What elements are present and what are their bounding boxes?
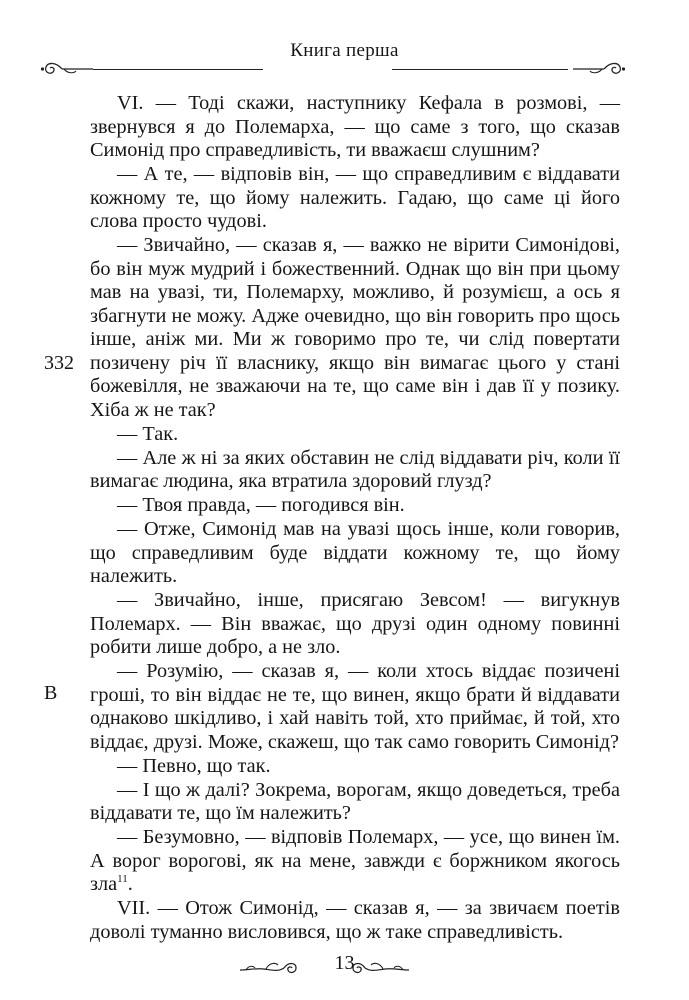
paragraph: — Отже, Симонід мав на увазі щось інше, коли говорив, що справедливим буде віддати кожному те, що йому належить.: [90, 518, 620, 587]
paragraph: — Звичайно, інше, присягаю Зевсом! — вигукнув Полемарх. — Він вважає, що друзі один одному повинні робити лише добро, а не зло.: [90, 589, 620, 658]
paragraph: — Певно, що так.: [117, 754, 271, 777]
footnote-marker: 11: [117, 873, 128, 886]
right-scroll-ornament-icon: [571, 58, 626, 80]
chapter-title: Книга перша: [290, 40, 399, 61]
paragraph-text: — Безумовно, — відповів Полемарх, — усе, що винен їм. А ворог ворогові, як на мене, завжди є боржником якогось зла: [90, 826, 620, 895]
paragraph-with-footnote: — Безумовно, — відповів Полемарх, — усе, що винен їм. А ворог ворогові, як на мене, завжди є боржником якогось зла$^{11}$.: [90, 826, 620, 895]
paragraph: — Розумію, — сказав я, — коли хтось віддає позичені гроші, то він віддає не те, що винен, якщо брати й віддавати однаково шкідливо, і хай навіть той, хто приймає, й той, хто віддає, друзі. Може, скажеш, що так само говорить Симонід?: [90, 660, 620, 753]
header-rule-right: [392, 69, 568, 70]
paragraph: — Звичайно, — сказав я, — важко не вірити Симонідові, бо він муж мудрий і божественний. Однак що він при цьому мав на увазі, ти, Полемарху, можливо, й розумієш, а ось я збагнути не можу. Адже очевидно, що він говорить про щось інше, аніж ми. Ми ж говоримо про те, чи слід повертати позичену річ її власнику, якщо він вимагає цього у стані божевілля, не зважаючи на те, що саме він і дав її у позику. Хіба ж не так?: [90, 234, 620, 421]
running-header: [0, 40, 689, 80]
paragraph: — Твоя правда, — погодився він.: [117, 494, 405, 516]
paragraph: — Так.: [117, 422, 179, 445]
paragraph: VII. — Отож Симонід, — сказав я, — за звичаєм поетів доволі туманно висловився, що ж таке справедливість.: [90, 897, 620, 943]
paragraph: — А те, — відповів він, — що справедливим є віддавати кожному те, що йому належить. Гадаю, що саме ці його слова просто чудові.: [90, 163, 620, 232]
paragraph: — Але ж ні за яких обставин не слід віддавати річ, коли її вимагає людина, яка втратила здоровий глузд?: [90, 446, 620, 492]
main-text: [90, 92, 620, 944]
page-number: 13: [334, 952, 355, 974]
stephanus-section-marker: B: [44, 682, 58, 704]
paragraph: VI. — Тоді скажи, наступнику Кефала в розмові, — звернувся я до Полемарха, — що саме з того, що сказав Симонід про справедливість, ти вважаєш слушним?: [90, 92, 620, 161]
page-footer: [0, 950, 689, 984]
paragraph: — І що ж далі? Зокрема, ворогам, якщо доведеться, треба віддавати те, що їм належить?: [90, 778, 620, 824]
right-footer-ornament-icon: [349, 954, 411, 978]
header-rule-left: [93, 69, 263, 70]
stephanus-page-marker: 332: [44, 352, 74, 374]
